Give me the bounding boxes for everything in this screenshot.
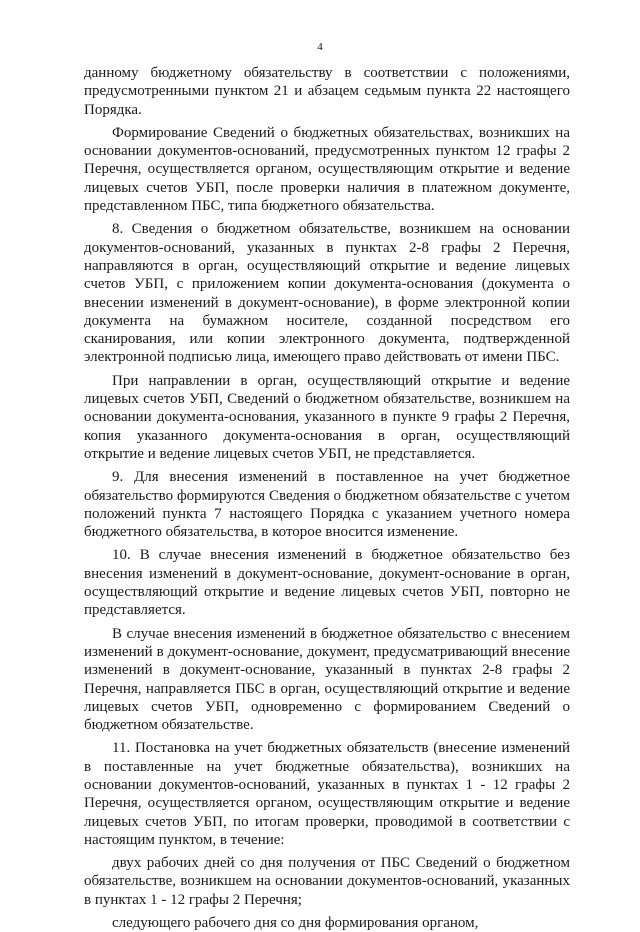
paragraph-continuation: данному бюджетному обязательству в соответствии с положениями, предусмотренными пунктом 21 и абзацем седьмым пункта 22 настоящего Порядка. [84, 65, 570, 118]
paragraph-item-11: 11. Постановка на учет бюджетных обязательств (внесение изменений в поставленные на учет бюджетные обязательства), возникших на основании документов-оснований, указанных в пунктах 1 - 12 графы 2 Перечня, осуществляется органом, осуществляющим открытие и ведение лицевых счетов УБП, по итогам проверки, проводимой в соответствии с настоящим пунктом, в течение: [84, 740, 570, 848]
paragraph-formation-info: Формирование Сведений о бюджетных обязательствах, возникших на основании документов-оснований, предусмотренных пунктом 12 графы 2 Перечня, осуществляется органом, осуществляющим открытие и ведение лицевых счетов УБП, после проверки наличия в платежном документе, представленном ПБС, типа бюджетного обязательства. [84, 124, 570, 215]
paragraph-item-11-term-2: следующего рабочего дня со дня формирования органом, [112, 915, 479, 932]
paragraph-item-11-term-1: двух рабочих дней со дня получения от ПБС Сведений о бюджетном обязательстве, возникшем на основании документов-оснований, указанных в пунктах 1 - 12 графы 2 Перечня; [84, 855, 570, 908]
paragraph-item-8: 8. Сведения о бюджетном обязательстве, возникшем на основании документов-оснований, указанных в пунктах 2-8 графы 2 Перечня, направляются в орган, осуществляющий открытие и ведение лицевых счетов УБП, с приложением копии документа-основания (документа о внесении изменений в документ-основание), в форме электронной копии документа на бумажном носителе, созданной посредством его сканирования, или копии электронного документа, подтвержденной электронной подписью лица, имеющего право действовать от имени ПБС. [84, 221, 570, 366]
page-number: 4 [317, 41, 323, 53]
document-body [84, 64, 570, 932]
paragraph-item-8-note: При направлении в орган, осуществляющий открытие и ведение лицевых счетов УБП, Сведений о бюджетном обязательстве, возникшем на основании документа-основания, указанного в пункте 9 графы 2 Перечня, копия указанного документа-основания в орган, осуществляющий открытие и ведение лицевых счетов УБП, не представляется. [84, 372, 570, 462]
paragraph-item-9: 9. Для внесения изменений в поставленное на учет бюджетное обязательство формируются Сведения о бюджетном обязательстве с учетом положений пункта 7 настоящего Порядка с указанием учетного номера бюджетного обязательства, в которое вносится изменение. [84, 469, 570, 541]
paragraph-item-10: 10. В случае внесения изменений в бюджетное обязательство без внесения изменений в документ-основание, документ-основание в орган, осуществляющий открытие и ведение лицевых счетов УБП, повторно не представляется. [84, 547, 570, 619]
paragraph-item-10-note: В случае внесения изменений в бюджетное обязательство с внесением изменений в документ-основание, документ, предусматривающий внесение изменений в документ-основание, указанный в пунктах 2-8 графы 2 Перечня, направляется ПБС в орган, осуществляющий открытие и ведение лицевых счетов УБП, одновременно с формированием Сведений о бюджетном обязательстве. [84, 625, 570, 734]
